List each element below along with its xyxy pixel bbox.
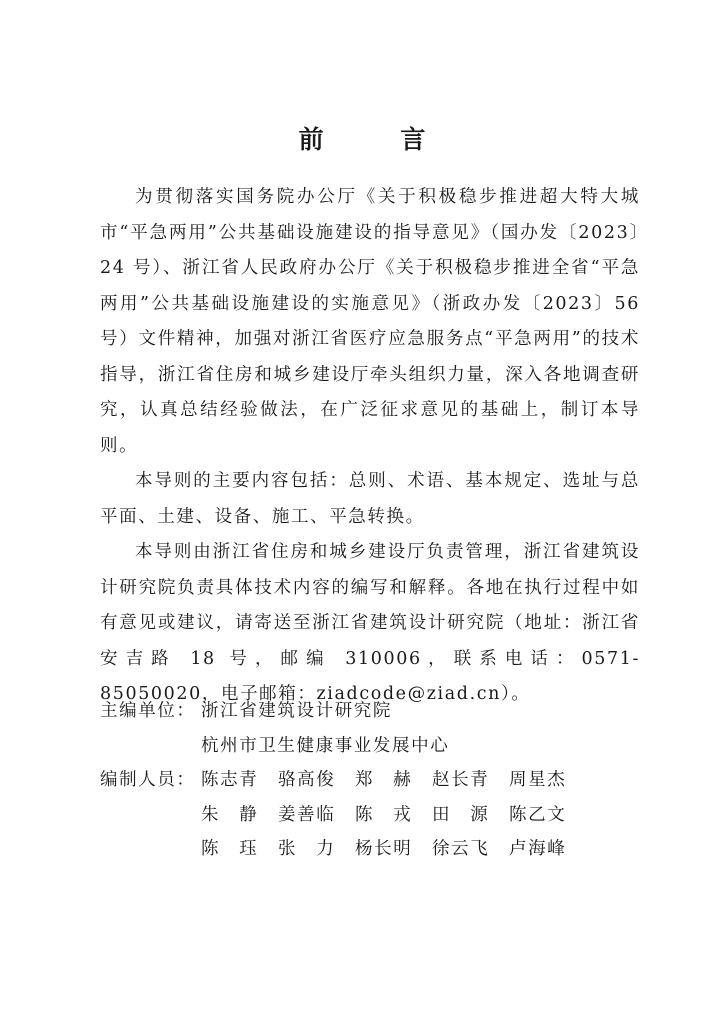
chief-editor-unit: 浙江省建筑设计研究院: [201, 701, 392, 721]
chief-editor-unit: 杭州市卫生健康事业发展中心: [201, 735, 450, 756]
compiler-row: [100, 832, 660, 867]
compiler-name: 卢海峰: [509, 839, 567, 859]
compiler-label: 编制人员：: [100, 770, 196, 790]
paragraph-contents: 本导则的主要内容包括：总则、术语、基本规定、选址与总平面、土建、设备、施工、平急转换。: [100, 471, 640, 527]
compiler-name: 姜善临: [278, 804, 336, 825]
compiler-name: 陈 珏: [201, 839, 259, 859]
compiler-name: 徐云飞: [432, 839, 490, 859]
compiler-name: 杨长明: [355, 839, 413, 859]
chief-editor-row: [100, 729, 660, 764]
compiler-names: [201, 798, 586, 833]
credit-label-spacer: [100, 832, 201, 867]
credit-label-spacer: [100, 798, 201, 833]
compiler-name: 张 力: [278, 839, 336, 859]
credits-section: [100, 694, 660, 867]
chief-editor-row: [100, 694, 660, 729]
compiler-name: 陈 戎: [355, 804, 413, 825]
compiler-name: 田 源: [432, 804, 490, 825]
compiler-name: 郑 赫: [355, 770, 413, 790]
compiler-name: 陈乙文: [509, 804, 567, 825]
compiler-name: 赵长青: [432, 770, 490, 790]
credit-label-spacer: [100, 729, 201, 764]
compiler-names: [201, 763, 586, 798]
paragraph-management: 本导则由浙江省住房和城乡建设厅负责管理，浙江省建筑设计研究院负责具体技术内容的编写和解释。各地在执行过程中如有意见或建议，请寄送至浙江省建筑设计研究院（地址：浙江省安吉路 18 号，邮编 310006，联系电话：0571-85050020，电子邮箱：ziadcode@ziad.cn）。: [100, 542, 640, 704]
preface-body: [100, 180, 640, 713]
compiler-name: 陈志青: [201, 770, 259, 790]
page-title: 前 言: [298, 125, 460, 154]
compiler-name: 骆高俊: [278, 770, 336, 790]
compiler-names: [201, 832, 586, 867]
chief-editor-label: 主编单位：: [100, 701, 196, 721]
compiler-row: [100, 763, 660, 798]
paragraph-purpose: 为贯彻落实国务院办公厅《关于积极稳步推进超大特大城市“平急两用”公共基础设施建设的指导意见》（国办发〔2023〕24 号）、浙江省人民政府办公厅《关于积极稳步推进全省“平急两用”公共基础设施建设的实施意见》（浙政办发〔2023〕56 号）文件精神，加强对浙江省医疗应急服务点“平急两用”的技术指导，浙江省住房和城乡建设厅牵头组织力量，深入各地调查研究，认真总结经验做法，在广泛征求意见的基础上，制订本导则。: [100, 187, 640, 456]
compiler-name: 周星杰: [509, 770, 567, 790]
compiler-row: [100, 798, 660, 833]
compiler-name: 朱 静: [201, 804, 259, 825]
